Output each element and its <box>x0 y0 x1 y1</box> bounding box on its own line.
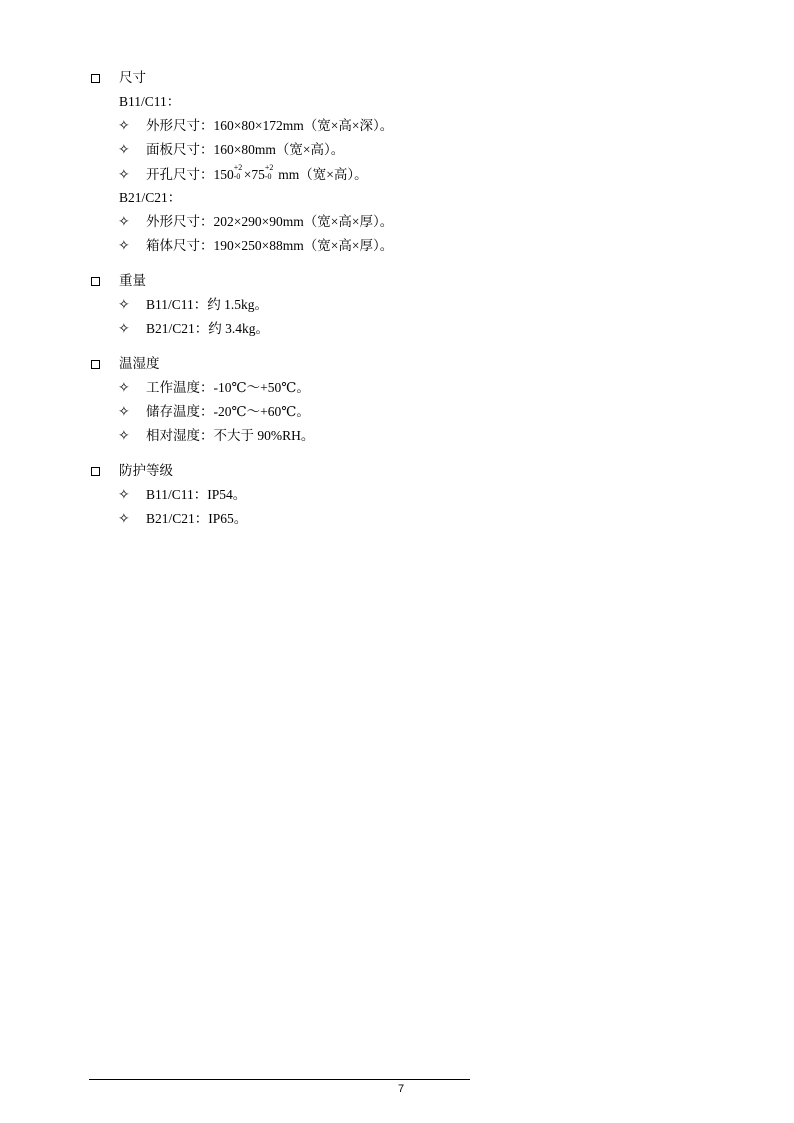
four-point-star-icon: ✧ <box>118 297 130 313</box>
cutout-suffix: mm（宽×高）。 <box>274 167 368 182</box>
four-point-star-icon: ✧ <box>118 511 130 527</box>
tolerance-2 <box>264 163 274 181</box>
footer-divider <box>89 1079 470 1080</box>
four-point-star-icon: ✧ <box>118 142 130 158</box>
list-item: 储存温度：-20℃～+60℃。 <box>146 404 310 419</box>
four-point-star-icon: ✧ <box>118 428 130 444</box>
section-heading-protection-rating: 防护等级 <box>119 463 173 478</box>
four-point-star-icon: ✧ <box>118 118 130 134</box>
cutout-middle: ×75 <box>243 167 265 182</box>
list-item: 工作温度：-10℃～+50℃。 <box>146 380 310 395</box>
four-point-star-icon: ✧ <box>118 404 130 420</box>
section-heading-dimensions: 尺寸 <box>119 70 146 85</box>
four-point-star-icon: ✧ <box>118 321 130 337</box>
list-item: B21/C21：约 3.4kg。 <box>146 321 270 336</box>
hollow-square-icon <box>91 277 100 286</box>
list-item: B11/C11：约 1.5kg。 <box>146 297 269 312</box>
list-item-cutout-dimensions <box>146 163 368 184</box>
list-item: 箱体尺寸：190×250×88mm（宽×高×厚）。 <box>146 238 394 253</box>
tolerance-lower: -0 <box>233 172 241 181</box>
hollow-square-icon <box>91 74 100 83</box>
tolerance-1 <box>233 163 243 181</box>
four-point-star-icon: ✧ <box>118 380 130 396</box>
hollow-square-icon <box>91 360 100 369</box>
tolerance-upper: +2 <box>233 163 243 172</box>
list-item: 外形尺寸：202×290×90mm（宽×高×厚）。 <box>146 214 394 229</box>
section-heading-weight: 重量 <box>119 273 146 288</box>
group-label-b11-c11: B11/C11： <box>119 94 181 109</box>
four-point-star-icon: ✧ <box>118 167 130 183</box>
list-item: 相对湿度：不大于 90%RH。 <box>146 428 315 443</box>
page-number: 7 <box>398 1083 405 1095</box>
section-heading-temperature-humidity: 温湿度 <box>119 356 160 371</box>
tolerance-upper: +2 <box>264 163 274 172</box>
four-point-star-icon: ✧ <box>118 487 130 503</box>
hollow-square-icon <box>91 467 100 476</box>
list-item: B11/C11：IP54。 <box>146 487 247 502</box>
tolerance-lower: -0 <box>264 172 272 181</box>
list-item: 外形尺寸：160×80×172mm（宽×高×深）。 <box>146 118 394 133</box>
four-point-star-icon: ✧ <box>118 238 130 254</box>
list-item: 面板尺寸：160×80mm（宽×高）。 <box>146 142 345 157</box>
four-point-star-icon: ✧ <box>118 214 130 230</box>
cutout-prefix: 开孔尺寸：150 <box>146 167 234 182</box>
group-label-b21-c21: B21/C21： <box>119 190 182 205</box>
list-item: B21/C21：IP65。 <box>146 511 248 526</box>
